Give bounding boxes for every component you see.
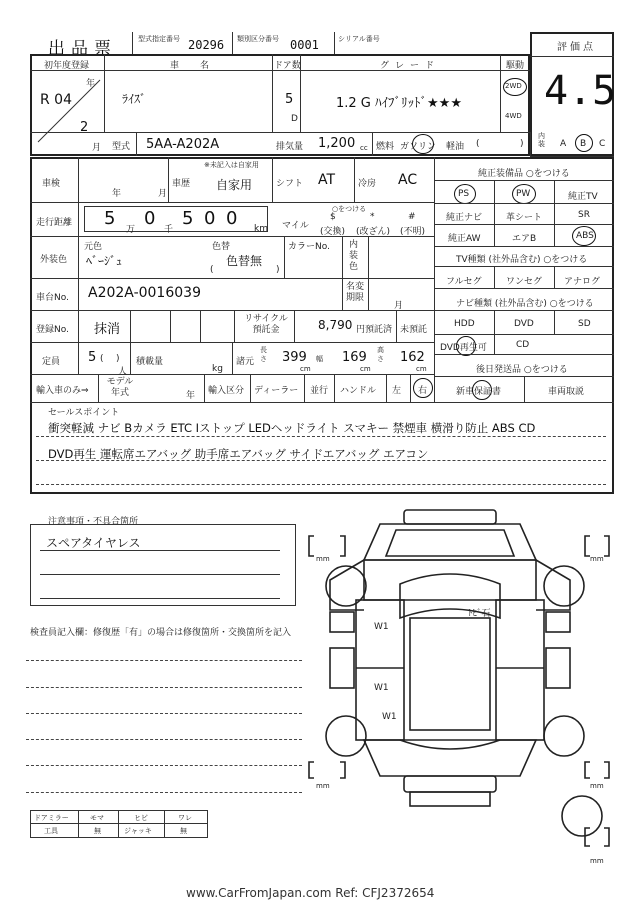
color-paren-close: ) [276, 265, 280, 275]
parts-break: ワレ [178, 814, 192, 822]
model-label: 型式 [112, 142, 131, 152]
width-label: 幅 [316, 355, 323, 363]
capacity-label: 定員 [42, 357, 61, 367]
drive-4wd: 4WD [505, 112, 522, 120]
inspection-label: 車検 [42, 179, 61, 189]
first-reg-month: 2 [80, 120, 89, 135]
mark-note: ○をつける [332, 205, 367, 213]
diagram-mark-w1c: W1 [382, 712, 397, 722]
fuel-circle [412, 134, 434, 154]
model-no-label: 型式指定番号 [138, 35, 180, 43]
diagram-mark-w1a: W1 [374, 622, 389, 632]
navi-sd: SD [578, 319, 591, 329]
month-unit: 月 [92, 143, 102, 153]
equip-ps-circle [454, 184, 476, 204]
orig-color-label: 元色 [84, 242, 103, 252]
navi-dvd: DVD [514, 319, 534, 329]
mm-label-5: mm [590, 857, 604, 865]
navi-cd: CD [516, 340, 530, 350]
equip-abs: ABS [576, 231, 594, 241]
reg-period-month: 月 [394, 301, 404, 311]
model-year-unit: 年 [186, 391, 196, 401]
reg-period-label: 名変期限 [346, 282, 365, 303]
tv-title: TV種類 (社外品含む) ○をつける [456, 255, 588, 265]
inspection-month: 月 [158, 189, 168, 199]
handle-left: 左 [392, 386, 402, 396]
doors-label: ドア数 [274, 61, 301, 71]
recycle-amount: 8,790 [318, 318, 353, 332]
grade-label: グレード [380, 61, 441, 71]
parallel-label: 並行 [310, 386, 329, 396]
color-no-label: カラーNo. [288, 242, 330, 252]
navi-dvd-play: DVD再生可 [440, 343, 487, 353]
document-title: 出品票 [48, 39, 117, 59]
fuel-gasoline: ガソリン [400, 142, 437, 152]
parts-jack: ジャッキ [124, 827, 152, 835]
equip-pw: PW [516, 189, 531, 199]
width-value: 169 [342, 350, 367, 365]
sales-points-label: セールスポイント [48, 408, 120, 418]
door-type: D [291, 114, 298, 124]
orig-color-value: ﾍﾞｰｼﾞｭ [86, 254, 123, 268]
recycle-not: 未預託 [400, 325, 428, 335]
class-no-value: 0001 [290, 38, 319, 52]
inspection-year: 年 [112, 189, 122, 199]
sym-hash: # [408, 212, 416, 222]
chassis-label: 車台No. [36, 293, 69, 303]
handle-right-circle [413, 378, 433, 398]
equip-sr: SR [578, 210, 590, 220]
load-label: 積載量 [136, 357, 164, 367]
mm-label-1: mm [316, 555, 330, 563]
tampered-label: (改ざん) [356, 227, 391, 237]
fuel-paren-open: ( [476, 139, 480, 149]
unit-man: 万 [126, 225, 136, 235]
mile-label: マイル [282, 221, 309, 231]
dealer-label: ディーラー [254, 386, 299, 396]
notes-label: 注意事項・不具合箇所 [48, 517, 139, 527]
tv-fullseg: フルセグ [446, 277, 482, 287]
parts-crack: ヒビ [134, 814, 148, 822]
equipment-title: 純正装備品 ○をつける [478, 169, 570, 179]
color-label: 外装色 [40, 255, 68, 265]
displacement-label: 排気量 [276, 142, 304, 152]
parts-mirror-val: モマ [90, 814, 104, 822]
mileage-digit-4: 0 [204, 208, 216, 229]
fuel-paren-close: ) [520, 139, 524, 149]
interior-c: C [599, 139, 606, 149]
history-note: ※未記入は自家用 [204, 161, 259, 169]
mm-label-4: mm [590, 782, 604, 790]
model-value: 5AA-A202A [146, 137, 220, 152]
score-label: 評価点 [557, 42, 596, 53]
score-value: 4.5 [544, 68, 617, 114]
import-label: 輸入車のみ⇒ [36, 386, 89, 396]
length-cm: cm [300, 365, 311, 373]
equip-leather: 革シート [506, 213, 543, 223]
int-color-label: 内装色 [349, 240, 359, 272]
sym-star: * [370, 212, 375, 222]
equip-aw: 純正AW [448, 234, 481, 244]
sym-dollar: $ [330, 212, 336, 222]
mileage-digit-5: 0 [226, 208, 238, 229]
model-year-label: モデル年式 [106, 377, 134, 398]
interior-label: 内装 [538, 132, 545, 148]
navi-dvd-play-circle [456, 336, 476, 356]
length-value: 399 [282, 350, 307, 365]
history-label: 車歴 [172, 179, 191, 189]
equip-navi: 純正ナビ [446, 213, 483, 223]
capacity-paren-close: ) [116, 354, 120, 364]
dims-label: 諸元 [236, 357, 255, 367]
equip-tv: 純正TV [568, 192, 598, 202]
ac-label: 冷房 [358, 179, 377, 189]
navi-hdd: HDD [454, 319, 475, 329]
height-cm: cm [416, 365, 427, 373]
interior-a: A [560, 139, 567, 149]
capacity-value: 5 [88, 350, 97, 365]
history-value: 自家用 [216, 178, 253, 192]
recycle-deposited: 円預託済 [356, 325, 393, 335]
unit-sen: 千 [164, 225, 174, 235]
parts-jack-val: 無 [180, 827, 187, 835]
mileage-digit-3: 5 [182, 208, 194, 229]
year-unit: 年 [86, 79, 96, 89]
width-cm: cm [360, 365, 371, 373]
fuel-label: 燃料 [376, 142, 395, 152]
capacity-paren-open: ( [100, 354, 104, 364]
tv-oneseg: ワンセグ [506, 277, 543, 287]
equip-airbag: エアB [512, 234, 537, 244]
car-diagram [300, 500, 630, 870]
mileage-label: 走行距離 [36, 218, 73, 228]
height-label: 高さ [377, 346, 384, 363]
first-reg-year: R 04 [40, 92, 72, 108]
grade-value: 1.2 G ﾊｲﾌﾞﾘｯﾄﾞ★★★ [336, 96, 462, 111]
sales-points-line1: 衝突軽減 ナビ Bカメラ ETC Iストップ LEDヘッドライト スマキー 禁煙車 横滑り防止 ABS CD [48, 421, 536, 435]
parts-tools: 工具 [44, 827, 58, 835]
repaint-label: 色替 [212, 242, 231, 252]
interior-b-circle [575, 134, 593, 152]
length-label: 長さ [260, 346, 267, 363]
doors-value: 5 [285, 92, 294, 107]
recycle-label: リサイクル預託金 [244, 314, 288, 335]
interior-b: B [580, 139, 587, 149]
drive-label: 駆動 [506, 61, 525, 71]
sales-points-line2: DVD再生 運転席エアバッグ 助手席エアバッグ サイドエアバッグ エアコン [48, 447, 429, 461]
exchange-label: (交換) [320, 227, 346, 237]
equip-abs-circle [572, 226, 596, 246]
shift-label: シフト [276, 179, 304, 189]
repaint-value: 色替無 [226, 254, 263, 268]
docs-title: 後日発送品 ○をつける [476, 365, 568, 375]
cc-unit: cc [360, 144, 368, 152]
mileage-digit-1: 5 [104, 208, 116, 229]
equip-ps: PS [458, 189, 470, 199]
equip-pw-circle [512, 184, 536, 204]
diagram-mark-w1b: W1 [374, 683, 389, 693]
diagram-mark-tobi: ﾄﾋﾞ石 [468, 609, 491, 619]
displacement-value: 1,200 [318, 136, 356, 151]
notes-line1: スペアタイヤレス [46, 536, 141, 550]
inspector-label: 検査員記入欄：修復歴「有」の場合は修復箇所・交換箇所を記入 [30, 628, 292, 638]
mileage-digit-2: 0 [144, 208, 156, 229]
mm-label-3: mm [316, 782, 330, 790]
docs-manual: 車両取説 [548, 387, 585, 397]
car-name-label: 車 名 [170, 61, 216, 71]
footer-ref: www.CarFromJapan.com Ref: CFJ2372654 [186, 886, 435, 900]
parts-tools-val: 無 [94, 827, 101, 835]
class-no-label: 類別区分番号 [237, 35, 279, 43]
handle-right: 右 [418, 386, 428, 396]
model-no-value: 20296 [188, 38, 225, 52]
km-unit: km [254, 224, 268, 234]
reg-no-label: 登録No. [36, 325, 69, 335]
navi-title: ナビ種類 (社外品含む) ○をつける [456, 299, 594, 309]
unknown-label: (不明) [400, 227, 426, 237]
docs-warranty: 新車保証書 [456, 387, 502, 397]
fuel-light-oil: 軽油 [446, 142, 465, 152]
parts-mirror: ドアミラー [34, 814, 69, 822]
serial-label: シリアル番号 [338, 35, 380, 43]
height-value: 162 [400, 350, 425, 365]
docs-warranty-circle [472, 380, 492, 400]
first-reg-label: 初年度登録 [44, 61, 90, 71]
import-type-label: 輸入区分 [208, 386, 245, 396]
tv-analog: アナログ [564, 277, 601, 287]
ac-value: AC [398, 172, 418, 188]
mm-label-2: mm [590, 555, 604, 563]
handle-label: ハンドル [340, 386, 377, 396]
person-unit: 人 [118, 367, 128, 377]
reg-no-value: 抹消 [94, 322, 121, 337]
chassis-value: A202A-0016039 [88, 285, 201, 301]
shift-value: AT [318, 172, 336, 188]
kg-unit: kg [212, 364, 223, 374]
drive-2wd: 2WD [505, 82, 522, 90]
color-paren-open: ( [210, 265, 214, 275]
car-name-value: ﾗｲｽﾞ [122, 92, 147, 106]
